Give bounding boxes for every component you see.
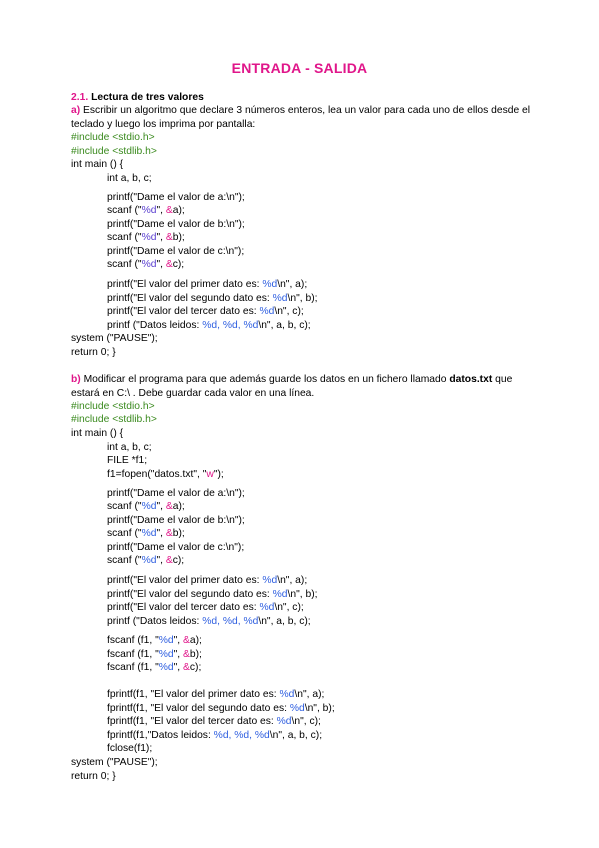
code-token: \n", a); [294,689,325,700]
code-line [71,427,123,440]
code-token: c); [172,259,185,270]
code-token: b); [172,232,185,243]
code-token: \n", a); [277,575,308,586]
code-token: system ("PAUSE"); [71,333,158,344]
code-line [107,661,201,674]
code-token: printf("El valor del tercer dato es: [107,306,260,317]
code-token: printf("Dame el valor de b:\n"); [107,219,245,230]
code-token: \n", c); [291,716,321,727]
code-token: %d [158,662,174,673]
page-title: ENTRADA - SALIDA [231,60,368,76]
code-line [107,541,244,554]
code-token: fscanf (f1, " [107,662,159,673]
code-token: %d [141,259,157,270]
code-token: b); [189,649,202,660]
code-token: a); [172,501,185,512]
code-line [107,615,311,628]
code-token: \n", a, b, c); [258,320,311,331]
code-token: \n", c); [274,602,304,613]
code-token: int a, b, c; [107,173,152,184]
part-b-description-line1 [71,373,512,386]
code-token: %d [289,703,305,714]
code-token: b); [172,528,185,539]
code-line [71,145,157,158]
code-token: ", [156,528,166,539]
part-b-label: b) [71,374,81,385]
code-line [107,729,322,742]
code-token: printf("El valor del segundo dato es: [107,589,273,600]
code-token: "); [213,469,224,480]
code-token: fclose(f1); [107,743,153,754]
code-token: scanf (" [107,205,142,216]
code-token: ", [156,555,166,566]
code-token: & [165,205,173,216]
code-token: & [183,649,190,660]
code-token: %d [141,528,157,539]
part-b-text-1a: Modificar el programa para que además guarde los datos en un fichero llamado [83,374,450,385]
code-line [107,441,152,454]
code-token: ", [156,501,166,512]
code-token: fscanf (f1, " [107,635,159,646]
code-line [107,554,184,567]
code-line [107,278,307,291]
code-line [107,601,304,614]
code-token: printf("El valor del tercer dato es: [107,602,260,613]
code-line [107,305,304,318]
code-line [71,158,123,171]
code-line [107,487,245,500]
code-token: ", [173,649,184,660]
code-token: printf("Dame el valor de c:\n"); [107,246,245,257]
code-line [107,292,318,305]
code-token: %d [262,575,278,586]
code-token: #include <stdlib.h> [71,414,157,425]
code-token: printf("El valor del primer dato es: [107,575,263,586]
code-token: ", [173,635,184,646]
code-token: printf("Dame el valor de c:\n"); [107,542,245,553]
part-a-label: a) [71,105,81,116]
code-token: fscanf (f1, " [107,649,159,660]
part-b-filename: datos.txt [449,374,493,385]
code-line [71,131,155,144]
section-title: Lectura de tres valores [91,92,204,103]
part-a-description-line2: teclado y luego los imprima por pantalla: [71,119,256,130]
code-line [107,191,245,204]
code-token: printf("El valor del segundo dato es: [107,293,273,304]
code-token: %d, %d, %d [202,320,259,331]
code-token: %d [276,716,292,727]
code-line [107,715,321,728]
code-token: \n", a, b, c); [258,616,311,627]
code-line [71,756,158,769]
code-token: printf("Dame el valor de b:\n"); [107,515,245,526]
code-token: int main () { [71,428,124,439]
code-token: c); [189,662,202,673]
code-line [107,172,152,185]
part-b-description-line2: estará en C:\ . Debe guardar cada valor en una línea. [71,388,315,399]
code-token: \n", b); [287,589,318,600]
code-token: printf("Dame el valor de a:\n"); [107,488,245,499]
code-token: & [165,259,173,270]
code-line [71,332,158,345]
code-token: & [165,501,173,512]
part-a-text-1: Escribir un algoritmo que declare 3 números enteros, lea un valor para cada uno de ellos desde el [83,105,531,116]
code-token: fprintf(f1,"Datos leidos: [107,730,214,741]
code-token: %d [141,205,157,216]
code-token: & [165,232,173,243]
code-token: scanf (" [107,259,142,270]
code-token: #include <stdio.h> [71,401,155,412]
code-token: w [206,469,214,480]
code-line [107,218,245,231]
code-line [107,468,224,481]
code-line [107,527,185,540]
code-token: %d, %d, %d [213,730,270,741]
section-number: 2.1. [71,92,89,103]
code-token: %d [141,501,157,512]
code-token: & [183,635,190,646]
code-token: & [165,555,173,566]
code-token: %d [259,602,275,613]
code-token: printf("Dame el valor de a:\n"); [107,192,245,203]
code-line [107,688,324,701]
code-token: %d [279,689,295,700]
code-token: fprintf(f1, "El valor del tercer dato es: [107,716,277,727]
code-line [107,231,185,244]
code-token: int main () { [71,159,124,170]
code-token: f1=fopen("datos.txt", " [107,469,207,480]
code-line [107,500,185,513]
code-line [107,514,245,527]
code-token: scanf (" [107,528,142,539]
code-token: #include <stdlib.h> [71,146,157,157]
code-token: %d [259,306,275,317]
code-line [107,454,147,467]
code-token: \n", c); [274,306,304,317]
code-token: #include <stdio.h> [71,132,155,143]
code-line [71,400,155,413]
code-token: return 0; } [71,347,116,358]
code-token: & [183,662,190,673]
code-token: a); [172,205,185,216]
code-token: fprintf(f1, "El valor del segundo dato es: [107,703,290,714]
code-token: %d, %d, %d [202,616,259,627]
code-token: %d [272,589,288,600]
code-line [107,742,152,755]
code-token: \n", b); [304,703,335,714]
code-line [71,413,157,426]
code-line [107,702,335,715]
code-token: printf ("Datos leidos: [107,320,203,331]
code-token: int a, b, c; [107,442,152,453]
code-token: scanf (" [107,232,142,243]
code-token: %d [141,555,157,566]
code-line [71,770,116,783]
code-line [107,574,307,587]
code-token: FILE *f1; [107,455,148,466]
code-token: & [165,528,173,539]
code-token: a); [189,635,202,646]
code-token: printf ("Datos leidos: [107,616,203,627]
code-token: scanf (" [107,501,142,512]
code-token: \n", a, b, c); [269,730,323,741]
code-token: ", [156,232,166,243]
code-token: c); [172,555,185,566]
code-token: fprintf(f1, "El valor del primer dato es: [107,689,280,700]
code-token: \n", b); [287,293,318,304]
part-a-description-line1 [71,104,530,117]
code-line [107,245,244,258]
code-token: ", [156,259,166,270]
code-line [107,258,184,271]
section-heading [71,91,204,104]
code-line [107,204,185,217]
code-token: printf("El valor del primer dato es: [107,279,263,290]
code-token: return 0; } [71,771,116,782]
code-line [107,319,311,332]
code-line [107,634,202,647]
code-line [107,588,318,601]
code-token: ", [173,662,184,673]
code-token: %d [158,649,174,660]
code-line [71,346,116,359]
code-token: system ("PAUSE"); [71,757,158,768]
code-token: %d [272,293,288,304]
part-b-text-1b: que [492,374,513,385]
code-token: %d [262,279,278,290]
code-token: ", [156,205,166,216]
code-token: %d [141,232,157,243]
code-token: %d [158,635,174,646]
code-line [107,648,202,661]
code-token: \n", a); [277,279,308,290]
code-token: scanf (" [107,555,142,566]
